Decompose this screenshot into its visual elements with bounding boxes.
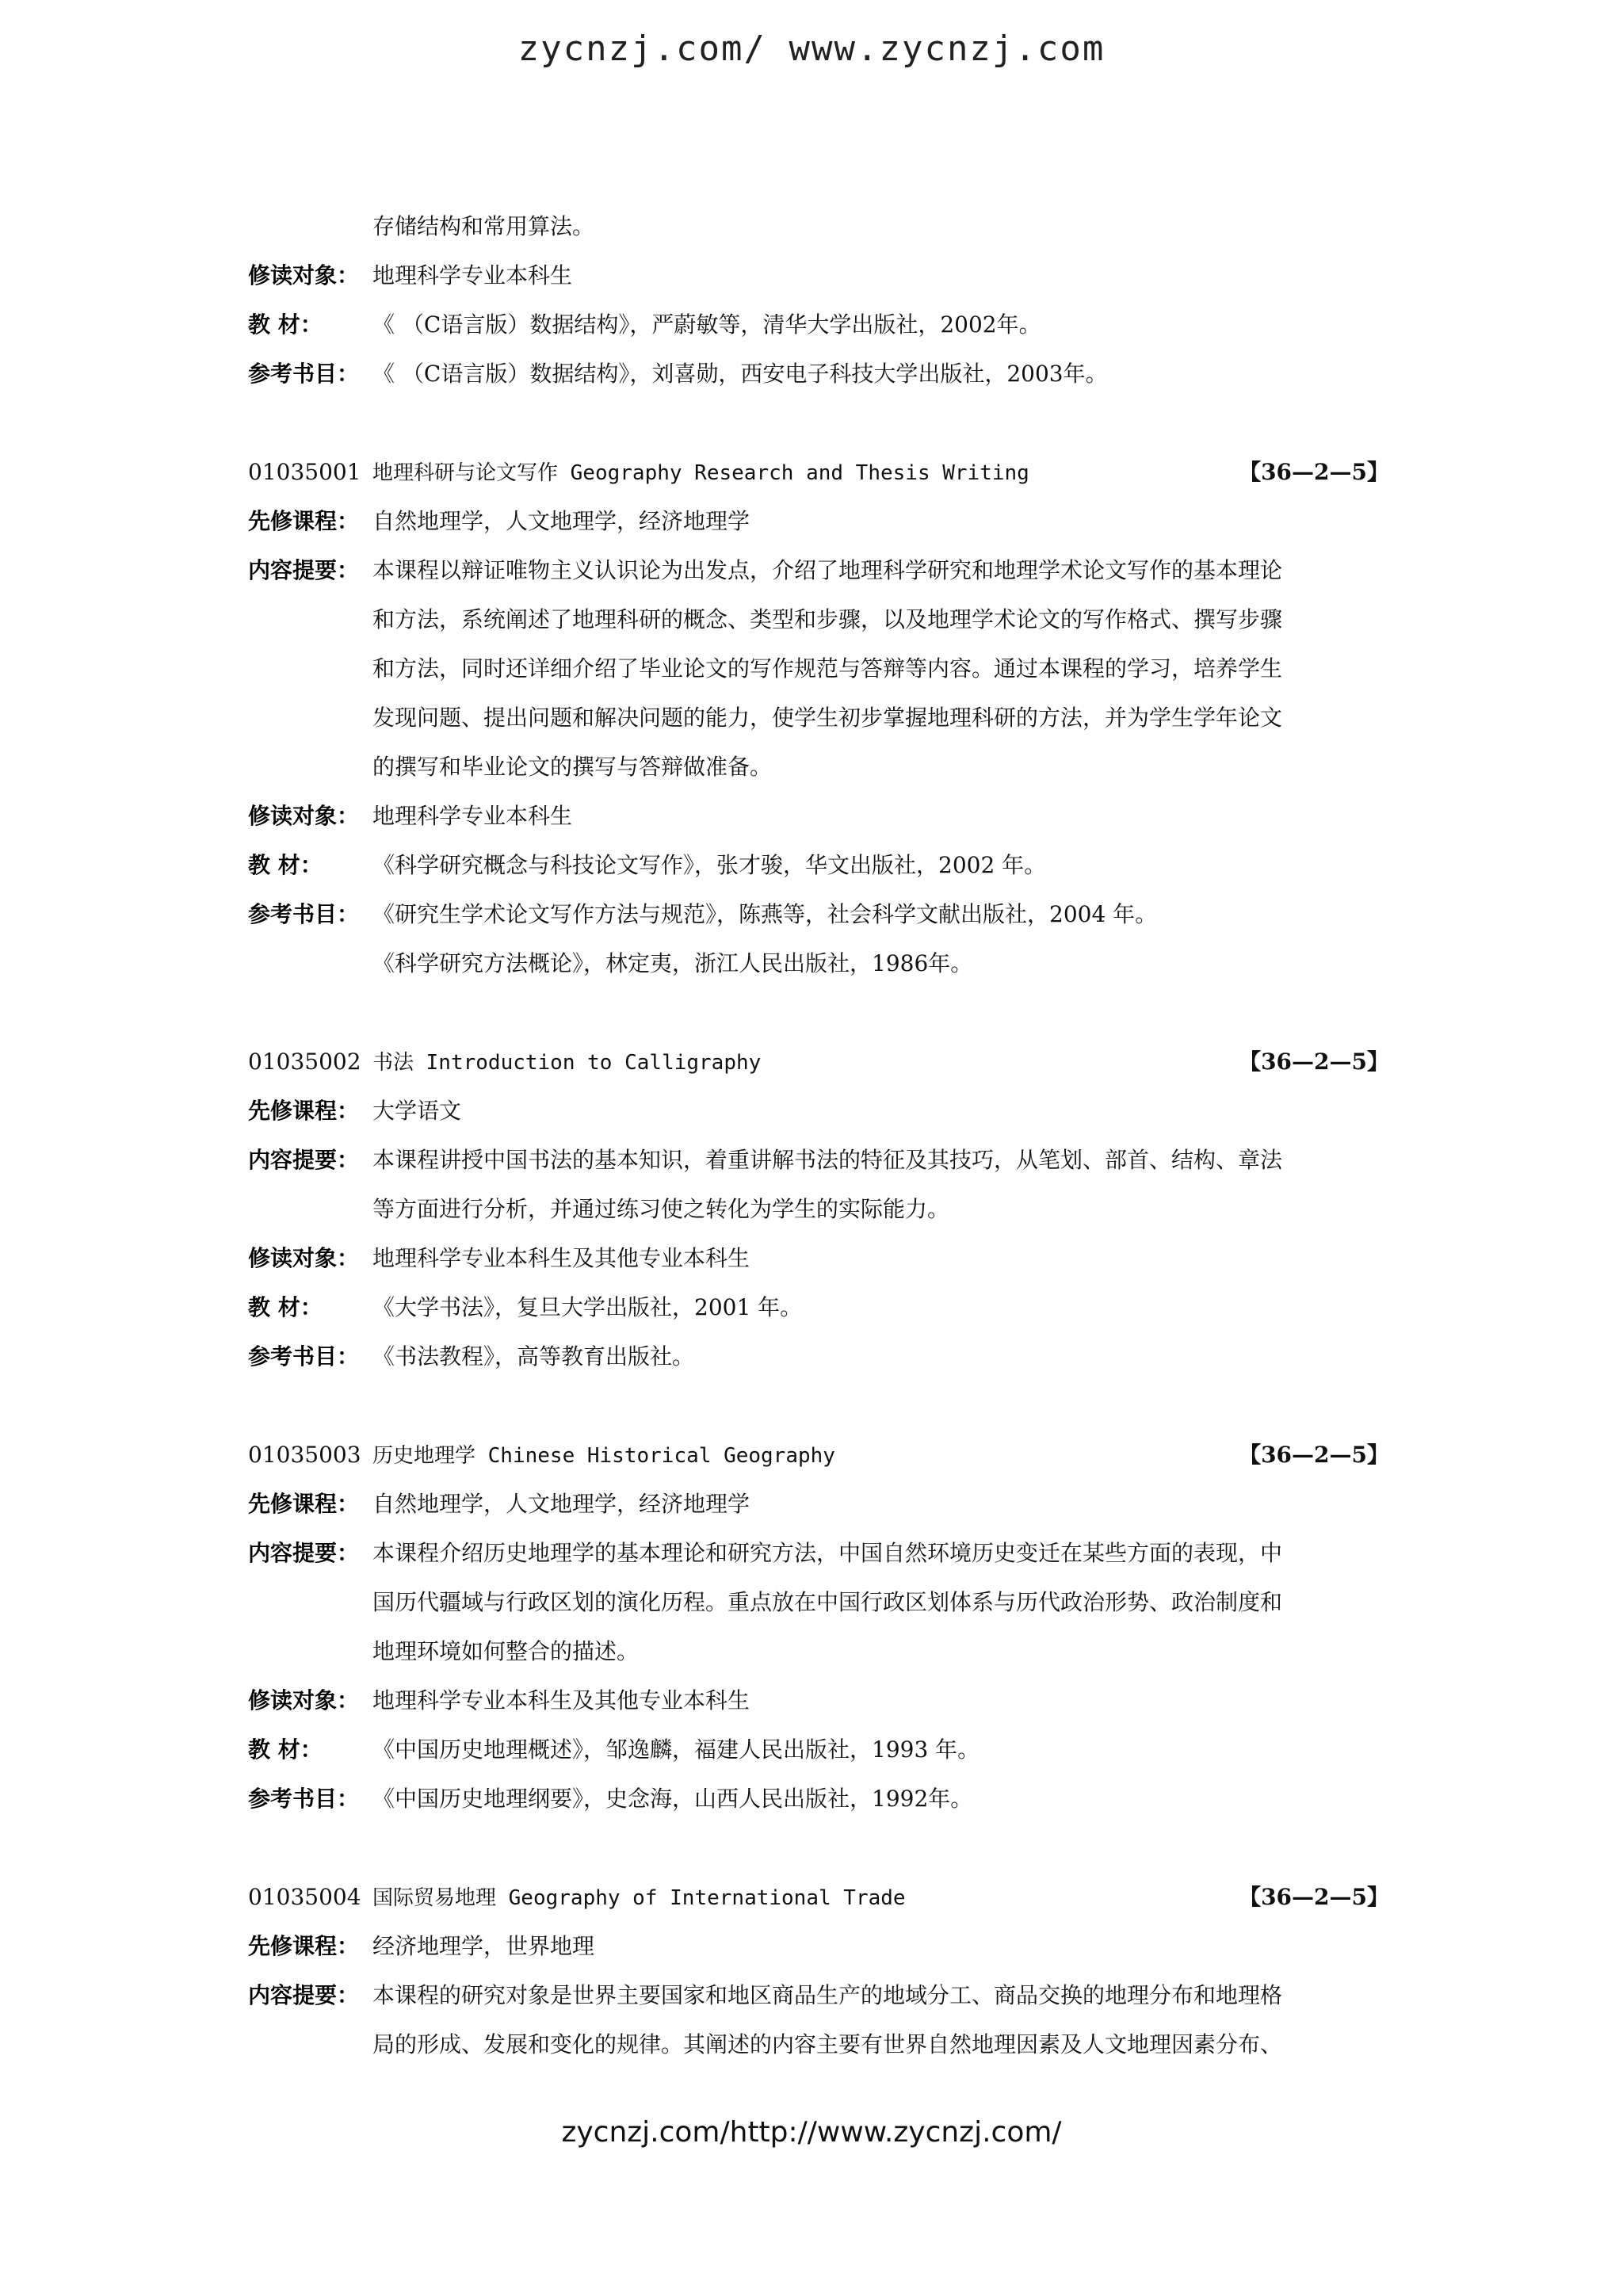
intro-textbook-row — [248, 300, 1389, 350]
audience-value: 地理科学专业本科生 — [372, 262, 573, 288]
references-label: 参考书目： — [248, 1786, 360, 1812]
course-title-row — [248, 1873, 1389, 1922]
course-code: 01035002 — [248, 1049, 361, 1075]
course-title-row — [248, 1431, 1389, 1480]
footer-url: zycnzj.com/http://www.zycnzj.com/ — [561, 2116, 1062, 2149]
intro-audience-row — [248, 251, 1389, 300]
summary-line: 国历代疆域与行政区划的演化历程。重点放在中国行政区划体系与历代政治形势、政治制度和 — [372, 1589, 1283, 1615]
summary-line: 本课程介绍历史地理学的基本理论和研究方法，中国自然环境历史变迁在某些方面的表现，中 — [372, 1540, 1283, 1566]
intro-references-row — [248, 350, 1389, 399]
prereq-row — [248, 1922, 1389, 1971]
audience-row — [248, 1676, 1389, 1725]
audience-label: 修读对象： — [248, 1245, 360, 1271]
summary-line: 本课程以辩证唯物主义认识论为出发点，介绍了地理科学研究和地理学术论文写作的基本理论 — [372, 557, 1283, 583]
document-body — [248, 202, 1389, 2069]
audience-value: 地理科学专业本科生及其他专业本科生 — [372, 1687, 750, 1713]
textbook-row — [248, 841, 1389, 890]
references-row — [248, 1775, 1389, 1824]
audience-label: 修读对象： — [248, 1687, 360, 1713]
references-value: 《 （C语言版）数据结构》，刘喜勋，西安电子科技大学出版社，2003年。 — [372, 361, 1108, 387]
prereq-row — [248, 1087, 1389, 1136]
textbook-label: 教 材： — [248, 311, 323, 338]
prereq-label: 先修课程： — [248, 1098, 360, 1124]
summary-label: 内容提要： — [248, 1540, 360, 1566]
summary-line: 的撰写和毕业论文的撰写与答辩做准备。 — [372, 754, 773, 780]
textbook-row — [248, 1283, 1389, 1332]
course-title: 地理科研与论文写作 Geography Research and Thesis Writing — [372, 461, 1029, 485]
course-title-row — [248, 448, 1389, 497]
summary-row — [248, 1529, 1389, 1578]
course-hours: 【36—2—5】 — [1239, 1884, 1389, 1910]
course-section — [248, 1431, 1389, 1824]
prereq-value: 自然地理学，人文地理学，经济地理学 — [372, 508, 750, 534]
prereq-label: 先修课程： — [248, 1491, 360, 1517]
prereq-row — [248, 497, 1389, 546]
course-title: 国际贸易地理 Geography of International Trade — [372, 1886, 906, 1910]
textbook-value: 《大学书法》，复旦大学出版社，2001 年。 — [372, 1294, 803, 1320]
audience-value: 地理科学专业本科生及其他专业本科生 — [372, 1245, 750, 1271]
course-title: 书法 Introduction to Calligraphy — [372, 1051, 762, 1075]
references-label: 参考书目： — [248, 901, 360, 927]
summary-line: 和方法，系统阐述了地理科研的概念、类型和步骤，以及地理学术论文的写作格式、撰写步骤 — [372, 606, 1283, 632]
course-section — [248, 1037, 1389, 1381]
summary-line: 本课程的研究对象是世界主要国家和地区商品生产的地域分工、商品交换的地理分布和地理格 — [372, 1982, 1283, 2008]
summary-label: 内容提要： — [248, 557, 360, 583]
audience-row — [248, 1234, 1389, 1283]
textbook-label: 教 材： — [248, 1294, 323, 1320]
course-hours: 【36—2—5】 — [1239, 459, 1389, 485]
summary-line: 发现问题、提出问题和解决问题的能力，使学生初步掌握地理科研的方法，并为学生学年论文 — [372, 705, 1283, 731]
intro-continuation: 存储结构和常用算法。 — [372, 213, 595, 239]
summary-line: 本课程讲授中国书法的基本知识，着重讲解书法的特征及其技巧，从笔划、部首、结构、章法 — [372, 1147, 1283, 1173]
audience-row — [248, 792, 1389, 841]
references-row — [248, 890, 1389, 939]
course-hours: 【36—2—5】 — [1239, 1442, 1389, 1468]
course-title: 历史地理学 Chinese Historical Geography — [372, 1444, 835, 1468]
prereq-value: 大学语文 — [372, 1098, 462, 1124]
summary-row — [248, 546, 1389, 595]
audience-label: 修读对象： — [248, 803, 360, 829]
prereq-label: 先修课程： — [248, 508, 360, 534]
summary-line: 和方法，同时还详细介绍了毕业论文的写作规范与答辩等内容。通过本课程的学习，培养学生 — [372, 655, 1283, 682]
audience-value: 地理科学专业本科生 — [372, 803, 573, 829]
summary-label: 内容提要： — [248, 1982, 360, 2008]
summary-row — [248, 1971, 1389, 2020]
summary-line: 局的形成、发展和变化的规律。其阐述的内容主要有世界自然地理因素及人文地理因素分布、 — [372, 2031, 1283, 2057]
textbook-value: 《中国历史地理概述》，邹逸麟，福建人民出版社，1993 年。 — [372, 1736, 980, 1763]
course-section — [248, 1873, 1389, 2069]
summary-label: 内容提要： — [248, 1147, 360, 1173]
summary-line: 等方面进行分析，并通过练习使之转化为学生的实际能力。 — [372, 1196, 950, 1222]
course-code: 01035001 — [248, 459, 361, 485]
course-code: 01035003 — [248, 1442, 361, 1468]
prereq-row — [248, 1480, 1389, 1529]
course-section — [248, 448, 1389, 988]
references-value: 《科学研究方法概论》，林定夷，浙江人民出版社，1986年。 — [372, 950, 973, 976]
textbook-value: 《科学研究概念与科技论文写作》，张才骏，华文出版社，2002 年。 — [372, 852, 1047, 878]
references-value: 《书法教程》，高等教育出版社。 — [372, 1343, 695, 1370]
textbook-label: 教 材： — [248, 852, 323, 878]
header-url: zycnzj.com/ www.zycnzj.com — [517, 29, 1106, 69]
summary-row — [248, 1136, 1389, 1185]
references-value: 《中国历史地理纲要》，史念海，山西人民出版社，1992年。 — [372, 1786, 973, 1812]
course-hours: 【36—2—5】 — [1239, 1049, 1389, 1075]
course-code: 01035004 — [248, 1884, 361, 1910]
references-label: 参考书目： — [248, 1343, 360, 1370]
textbook-value: 《 （C语言版）数据结构》，严蔚敏等，清华大学出版社，2002年。 — [372, 311, 1041, 338]
references-value: 《研究生学术论文写作方法与规范》，陈燕等，社会科学文献出版社，2004 年。 — [372, 901, 1158, 927]
audience-label: 修读对象： — [248, 262, 360, 288]
textbook-label: 教 材： — [248, 1736, 323, 1763]
textbook-row — [248, 1725, 1389, 1775]
course-title-row — [248, 1037, 1389, 1087]
references-row — [248, 1332, 1389, 1381]
summary-line: 地理环境如何整合的描述。 — [372, 1638, 640, 1664]
prereq-value: 自然地理学，人文地理学，经济地理学 — [372, 1491, 750, 1517]
prereq-label: 先修课程： — [248, 1933, 360, 1959]
references-label: 参考书目： — [248, 361, 360, 387]
prereq-value: 经济地理学，世界地理 — [372, 1933, 595, 1959]
